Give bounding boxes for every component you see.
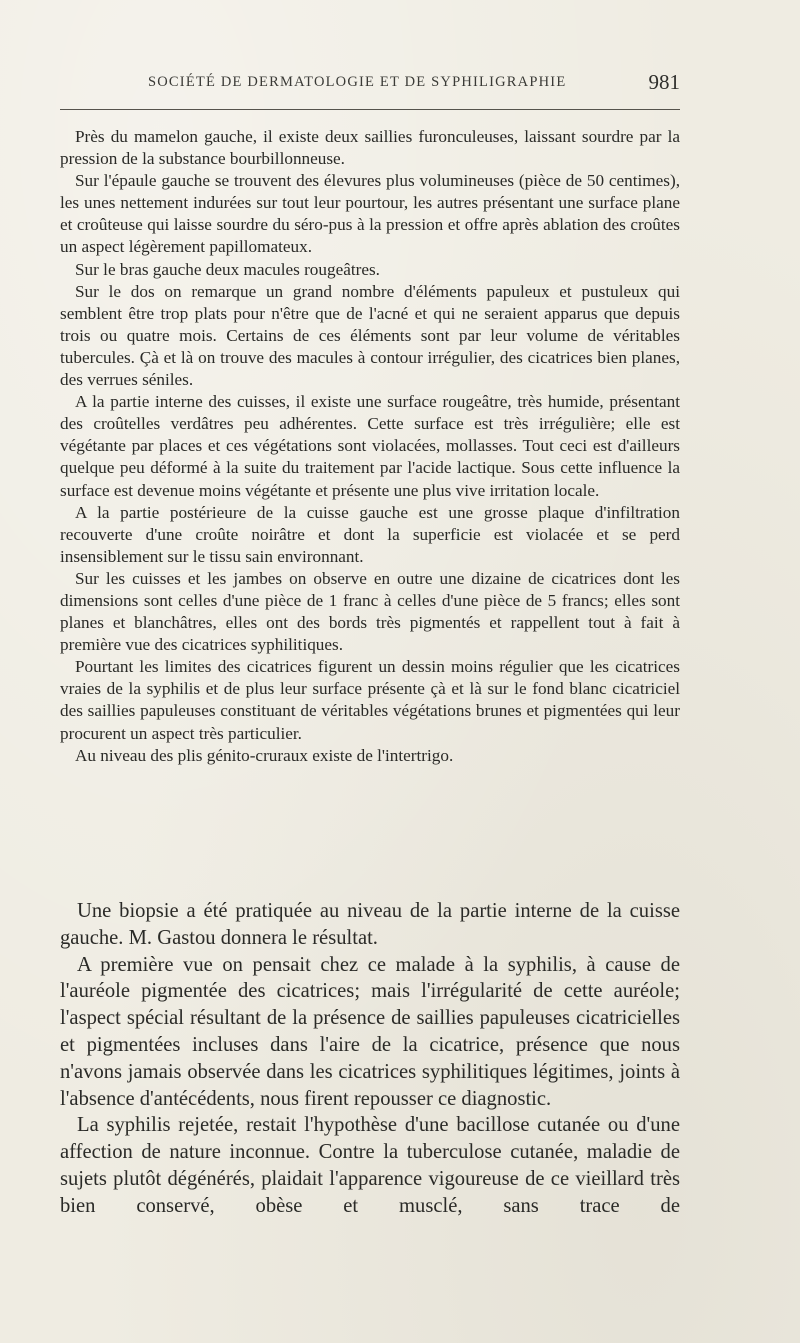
paragraph: La syphilis rejetée, restait l'hypothèse d'une bacillose cutanée ou d'une affection de nature inconnue. Contre la tuberculose cutanée, maladie de sujets plutôt dégénérés, plaidait l'apparence vigoureuse de ce vieillard très bien conservé, obèse et musclé, sans trace de xyxy=(60,1114,680,1217)
paragraph: A la partie postérieure de la cuisse gauche est une grosse plaque d'infiltration recouverte d'une croûte noirâtre et dont la superficie est violacée et se perd insensiblement sur le tissu sain environnant. xyxy=(60,502,680,566)
case-description xyxy=(60,126,680,767)
page-header xyxy=(60,70,680,106)
paragraph: Sur le bras gauche deux macules rougeâtres. xyxy=(75,259,380,279)
header-rule xyxy=(60,109,680,110)
discussion-text xyxy=(60,898,680,1220)
page-number: 981 xyxy=(648,70,680,94)
paragraph: Une biopsie a été pratiquée au niveau de la partie interne de la cuisse gauche. M. Gastou donnera le résultat. xyxy=(60,900,680,949)
paragraph: A première vue on pensait chez ce malade à la syphilis, à cause de l'auréole pigmentée des cicatrices; mais l'irrégularité de cette auréole; l'aspect spécial résultant de la présence de saillies papuleuses cicatricielles et pigmentées incluses dans l'aire de la cicatrice, présence que nous n'avons jamais observée dans les cicatrices syphilitiques légitimes, joints à l'absence d'antécédents, nous firent repousser ce diagnostic. xyxy=(60,953,680,1110)
paragraph: A la partie interne des cuisses, il existe une surface rougeâtre, très humide, présentant des croûtelles verdâtres peu adhérentes. Cette surface est très irrégulière; elle est végétante par places et ces végétations sont violacées, mollasses. Tout ceci est d'ailleurs quelque peu déformé à la suite du traitement par l'acide lactique. Sous cette influence la surface est devenue moins végétante et présente une plus vive irritation locale. xyxy=(60,392,680,500)
paragraph: Pourtant les limites des cicatrices figurent un dessin moins régulier que les cicatrices vraies de la syphilis et de plus leur surface présente çà et là sur le fond blanc cicatriciel des saillies papuleuses constituant de véritables végétations brunes et pigmentées qui leur procurent un aspect très particulier. xyxy=(60,657,680,743)
running-head: SOCIÉTÉ DE DERMATOLOGIE ET DE SYPHILIGRAPHIE xyxy=(148,74,567,90)
paragraph: Au niveau des plis génito-cruraux existe de l'intertrigo. xyxy=(75,745,454,765)
paragraph: Sur le dos on remarque un grand nombre d'éléments papuleux et pustuleux qui semblent être trop plats pour n'être que de l'acné et qui ne seraient apparus que depuis trois ou quatre mois. Certains de ces éléments sont par leur volume de véritables tubercules. Çà et là on trouve des macules à contour irrégulier, des cicatrices bien planes, des verrues séniles. xyxy=(60,281,680,390)
paragraph: Sur l'épaule gauche se trouvent des élevures plus volumineuses (pièce de 50 centimes), les unes nettement indurées sur tout leur pourtour, les autres présentant une surface plane et croûteuse qui laisse sourdre du séro-pus à la pression et offre après ablation des croûtes un aspect légèrement papillomateux. xyxy=(60,171,680,257)
paragraph: Sur les cuisses et les jambes on observe en outre une dizaine de cicatrices dont les dimensions sont celles d'une pièce de 1 franc à celles d'une pièce de 5 francs; elles sont planes et blanchâtres, elles ont des bords très pigmentés et rappellent tout à fait à première vue des cicatrices syphilitiques. xyxy=(60,568,680,655)
paragraph: Près du mamelon gauche, il existe deux saillies furonculeuses, laissant sourdre par la pression de la substance bourbillonneuse. xyxy=(60,127,680,169)
